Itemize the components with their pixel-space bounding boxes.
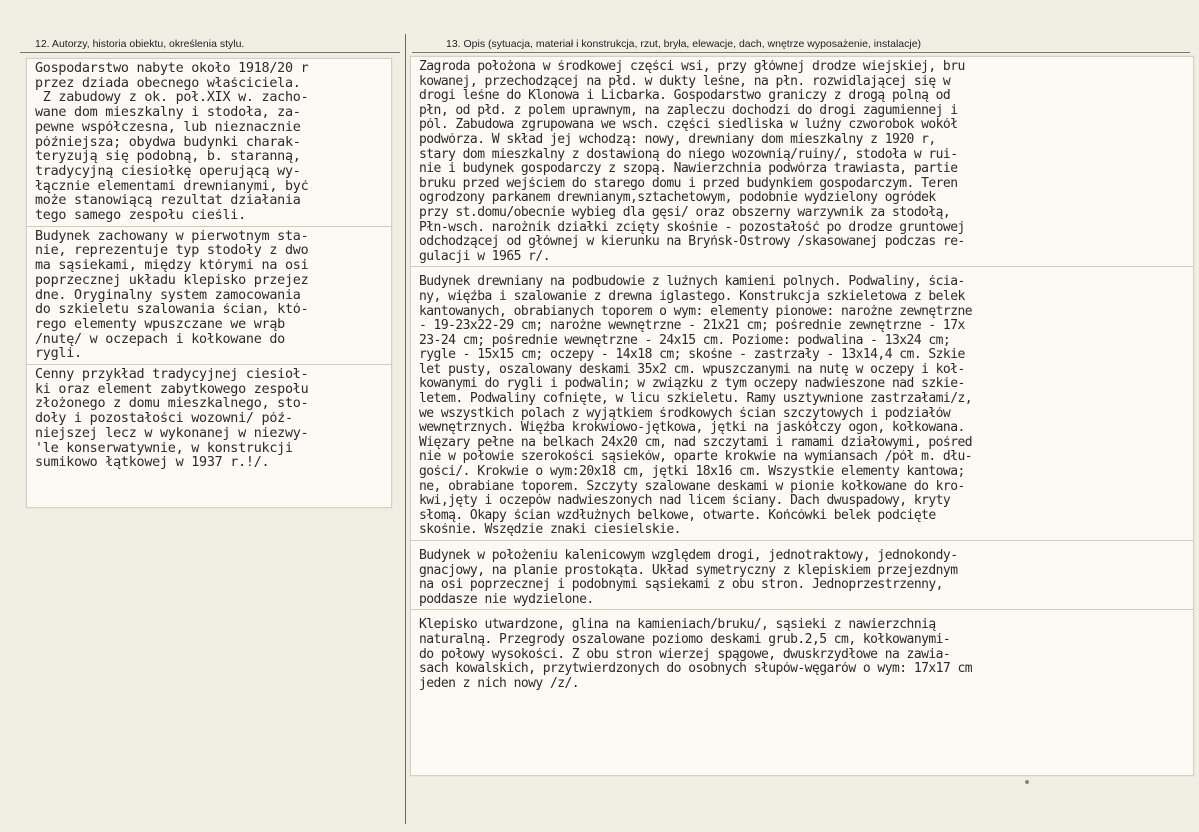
typed-line: teryzują się podobną, b. staranną, bbox=[35, 150, 301, 165]
text-paragraph bbox=[411, 609, 1193, 693]
typed-line: łącznie elementami drewnianymi, być bbox=[35, 179, 309, 194]
heading-rule-right bbox=[412, 52, 1190, 53]
typed-line: jeden z nich nowy /z/. bbox=[419, 676, 580, 691]
text-paragraph bbox=[27, 226, 391, 364]
typed-line: 23-24 cm; pośrednie wewnętrzne - 24x15 cm. Poziome: podwalina - 13x24 cm; bbox=[419, 333, 951, 348]
paper-mark bbox=[1025, 780, 1029, 784]
text-paragraph bbox=[27, 364, 391, 473]
typed-line: późniejsza; obydwa budynki charak- bbox=[35, 135, 301, 150]
typed-line: gulacji w 1965 r/. bbox=[419, 249, 550, 264]
typed-line: rygle - 15x15 cm; oczepy - 14x18 cm; skośne - zastrzały - 13x14,4 cm. Szkie bbox=[419, 348, 965, 363]
typed-line: doły i pozostałości wozowni/ póź- bbox=[35, 412, 293, 427]
column-divider bbox=[405, 34, 406, 824]
typed-line: Cenny przykład tradycyjnej ciesioł- bbox=[35, 368, 309, 383]
typed-line: kowanymi do rygli i podwalin; w związku z tym oczepy nadwieszone nad szkie- bbox=[419, 377, 965, 392]
typed-line: płn, od płd. z polem uprawnym, na zapleczu dochodzi do drogi zagumiennej i bbox=[419, 103, 958, 118]
typed-line: Z zabudowy z ok. poł.XIX w. zacho- bbox=[35, 91, 309, 106]
typed-line: drogi leśne do Klonowa i Licbarka. Gospodarstwo graniczy z drogą polną od bbox=[419, 89, 951, 104]
history-text-slip bbox=[26, 58, 392, 508]
typed-line: naturalną. Przegrody oszalowane poziomo deskami grub.2,5 cm, kołkowanymi- bbox=[419, 632, 951, 647]
section-13-heading: 13. Opis (sytuacja, materiał i konstrukcja, rzut, bryła, elewacje, dach, wnętrze wyposażenie, instalacje) bbox=[446, 38, 922, 50]
description-text-slip bbox=[410, 56, 1194, 776]
typed-line: podwórza. W skład jej wchodzą: nowy, drewniany dom mieszkalny z 1920 r, bbox=[419, 132, 936, 147]
typed-line: ny, więźba i szalowanie z drewna iglastego. Konstrukcja szkieletowa z belek bbox=[419, 289, 965, 304]
typed-line: kwi,jęty i oczepów nadwieszonych nad licem ściany. Dach dwuspadowy, kryty bbox=[419, 494, 951, 509]
typed-line: przez dziada obecnego właściciela. bbox=[35, 76, 301, 91]
typed-line: dne. Oryginalny system zamocowania bbox=[35, 288, 301, 303]
typed-line: gnacjowy, na planie prostokąta. Układ symetryczny z klepiskiem przejezdnym bbox=[419, 563, 958, 578]
section-12-heading: 12. Autorzy, historia obiektu, określenia stylu. bbox=[35, 38, 245, 50]
typed-line: - 19-23x22-29 cm; narożne wewnętrzne - 21x21 cm; pośrednie zewnętrzne - 17x bbox=[419, 319, 965, 334]
typed-line: nie, reprezentuje typ stodoły z dwo bbox=[35, 244, 309, 259]
typed-line: Płn-wsch. narożnik działki zcięty skośnie - pozostałość po drodze gruntowej bbox=[419, 220, 965, 235]
typed-line: 'le konserwatywnie, w konstrukcji bbox=[35, 441, 293, 456]
typed-line: niejszej lecz w wykonanej w niezwy- bbox=[35, 426, 309, 441]
typed-line: Budynek w położeniu kalenicowym względem drogi, jednotraktowy, jednokondy- bbox=[419, 549, 958, 563]
text-paragraph bbox=[27, 59, 391, 226]
typed-line: skośnie. Wszędzie znaki ciesielskie. bbox=[419, 523, 681, 538]
typed-line: letem. Podwaliny cofnięte, w licu szkieletu. Ramy usztywnione zastrzałami/z, bbox=[419, 392, 973, 407]
typed-line: gości/. Krokwie o wym:20x18 cm, jętki 18x16 cm. Wszystkie elementy kantowa; bbox=[419, 465, 965, 480]
typed-line: do połowy wysokości. Z obu stron wierzej spągowe, dwuskrzydłowe na zawia- bbox=[419, 647, 951, 662]
typed-line: rygli. bbox=[35, 347, 82, 362]
text-paragraph bbox=[411, 540, 1193, 609]
typed-line: tego samego zespołu cieśli. bbox=[35, 209, 246, 224]
typed-line: odchodzącej od głównej w kierunku na Bryńsk-Ostrowy /skasowanej podczas re- bbox=[419, 235, 965, 250]
typed-line: poprzecznej układu klepisko przejez bbox=[35, 273, 309, 288]
typed-line: sumikowo łątkowej w 1937 r.!/. bbox=[35, 456, 270, 471]
typed-line: stary dom mieszkalny z dostawioną do niego wozownią/ruiny/, stodoła w ruі- bbox=[419, 147, 958, 162]
typed-line: do szkieletu szalowania ścian, któ- bbox=[35, 303, 309, 318]
typed-line: kantowanych, obrabianych toporem o wym: elementy pionowe: narożne zewnętrzne bbox=[419, 304, 973, 319]
typed-line: Więzary pełne na belkach 24x20 cm, nad szczytami i ramami działowymi, pośred bbox=[419, 435, 973, 450]
typed-line: przy st.domu/obecnie wybieg dla gęsi/ oraz obszerny warzywnik za stodołą, bbox=[419, 205, 951, 220]
typed-line: /nutę/ w oczepach i kołkowane do bbox=[35, 332, 285, 347]
typed-line: ogrodzony parkanem drewnianym,sztachetowym, podobnie wydzielony ogródek bbox=[419, 191, 936, 206]
typed-line: może stanowiącą rezultat działania bbox=[35, 194, 301, 209]
typed-line: Budynek drewniany na podbudowie z luźnych kamieni polnych. Podwaliny, ścia- bbox=[419, 275, 965, 290]
typed-line: słomą. Okapy ścian wzdłużnych belkowe, otwarte. Końcówki belek podcięte bbox=[419, 508, 936, 523]
typed-line: Budynek zachowany w pierwotnym sta- bbox=[35, 229, 309, 244]
typed-line: pól. Zabudowa zgrupowana we wsch. części siedliska w luźny czworobok wokół bbox=[419, 118, 958, 133]
typed-line: na osi poprzecznej i podobnymi sąsiekami z obu stron. Jednoprzestrzenny, bbox=[419, 578, 943, 593]
typed-line: wewnętrznych. Więźba krokwiowo-jętkowa, jętki na jaskółczy ogon, kołkowana. bbox=[419, 421, 965, 436]
typed-line: rego elementy wpuszczane we wrąb bbox=[35, 317, 285, 332]
typed-line: nie i budynek gospodarczy z szopą. Nawierzchnia podwórza trawiasta, partie bbox=[419, 162, 958, 177]
typed-line: let pusty, oszalowany deskami 35x2 cm. wpuszczanymi na nutę w oczepy i koł- bbox=[419, 362, 965, 377]
typed-line: złożonego z domu mieszkalnego, sto- bbox=[35, 397, 309, 412]
typed-line: we wszystkich polach z wyjątkiem środkowych ścian szczytowych i podziałów bbox=[419, 406, 951, 421]
typed-line: poddasze nie wydzielone. bbox=[419, 592, 594, 607]
typed-line: sach kowalskich, przytwierdzonych do osobnych słupów-węgarów o wym: 17x17 cm bbox=[419, 662, 973, 677]
typed-line: bruku przed wejściem do starego domu i przed budynkiem gospodarczym. Teren bbox=[419, 176, 958, 191]
typed-line: Gospodarstwo nabyte około 1918/20 r bbox=[35, 62, 309, 76]
typed-line: ne, obrabiane toporem. Szczyty szalowane deskami w pionie kołkowane do kro- bbox=[419, 479, 965, 494]
typed-line: nie w połowie szerokości sąsieków, oparte krokwie na wymiansach /pół m. dłu- bbox=[419, 450, 973, 465]
typed-line: Klepisko utwardzone, glina na kamieniach/bruku/, sąsieki z nawierzchnią bbox=[419, 618, 936, 633]
typed-line: wane dom mieszkalny i stodoła, za- bbox=[35, 106, 301, 121]
typed-line: Zagroda położona w środkowej części wsi, przy głównej drodze wiejskiej, bru bbox=[419, 60, 965, 74]
text-paragraph bbox=[411, 57, 1193, 266]
text-paragraph bbox=[411, 266, 1193, 540]
typed-line: tradycyjną ciesiołkę operującą wy- bbox=[35, 164, 301, 179]
typed-line: kowanej, przechodzącej na płd. w dukty leśne, na płn. rozwidlającej się w bbox=[419, 74, 951, 89]
heading-rule-left bbox=[20, 52, 400, 53]
typed-line: ki oraz element zabytkowego zespołu bbox=[35, 382, 309, 397]
typed-line: pewne współczesna, lub nieznacznie bbox=[35, 120, 301, 135]
typed-line: ma sąsiekami, między którymi na osi bbox=[35, 259, 309, 274]
